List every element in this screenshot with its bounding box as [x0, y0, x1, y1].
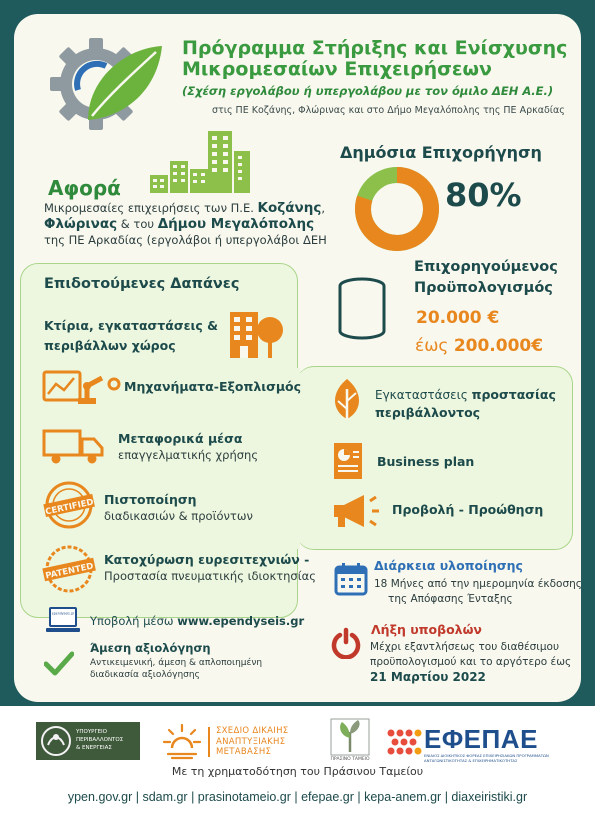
checkmark-icon [44, 650, 74, 676]
patent-stamp-label: PATENTED [44, 561, 95, 582]
expense-patents [104, 551, 316, 585]
expense-environment-pre: Εγκαταστάσεις [375, 388, 472, 402]
robot-arm-chart-icon [42, 370, 122, 406]
expense-buildings-line-1: Κτίρια, εγκαταστάσεις & [44, 318, 219, 333]
laptop-icon [46, 606, 80, 634]
expense-patents-line-1: Κατοχύρωση ευρεσιτεχνιών - [104, 552, 310, 567]
business-plan-document-icon [330, 441, 366, 481]
expense-transport-line-2: επαγγελματικής χρήσης [118, 448, 259, 462]
expenses-heading: Επιδοτούμενες Δαπάνες [44, 276, 240, 292]
region-text: στις ΠΕ Κοζάνης, Φλώρινας και στο Δήμο Μεγαλόπολης της ΠΕ Αρκαδίας [212, 105, 565, 116]
megaphone-icon [330, 491, 380, 531]
efepae-subtext [424, 753, 549, 763]
page-title [182, 38, 567, 80]
sdam-divider [208, 727, 210, 757]
ministry-line-1: ΥΠΟΥΡΓΕΙΟ [76, 729, 107, 735]
expense-transport-line-1: Μεταφορικά μέσα [118, 431, 243, 446]
deadline-line-1: Μέχρι εξαντλήσεως του διαθέσιμου [370, 641, 560, 653]
building-tree-icon [224, 306, 286, 360]
truck-icon [42, 427, 104, 465]
budget-heading-line-1: Επιχορηγούμενος [414, 259, 558, 275]
expense-item-buildings [44, 316, 218, 356]
afora-text-4: της ΠΕ Αρκαδίας (εργολάβοι ή υπεργολάβοι ΔΕΗ [44, 233, 327, 247]
deadline-date: 21 Μαρτίου 2022 [370, 670, 486, 684]
duration-text [374, 577, 582, 607]
deadline-line-2: προϋπολογισμού και το αργότερο έως [370, 656, 572, 668]
patented-stamp-icon [40, 543, 98, 595]
budget-to-value: 200.000€ [453, 336, 544, 356]
afora-text-2: , [321, 201, 325, 215]
duration-line-2: της Απόφασης Ένταξης [388, 593, 513, 605]
submission-link[interactable]: www.ependyseis.gr [177, 614, 305, 628]
afora-bold-3: Δήμου Μεγαλόπολης [157, 216, 315, 232]
afora-text-3: & του [117, 217, 158, 231]
city-buildings-icon [150, 131, 250, 193]
green-fund-label: ΠΡΑΣΙΝΟ ΤΑΜΕΙΟ [330, 757, 370, 762]
expense-certification [104, 491, 253, 525]
title-line-1: Πρόγραμμα Στήριξης και Ενίσχυσης [182, 37, 568, 59]
expense-certification-line-2: διαδικασιών & προϊόντων [104, 509, 253, 523]
duration-line-1: 18 Μήνες από την ημερομηνία έκδοσης [374, 578, 582, 590]
budget-heading-line-2: Προϋπολογισμός [414, 280, 553, 296]
grant-percent: 80% [445, 176, 522, 214]
certified-stamp-icon [40, 480, 98, 530]
budget-to [415, 336, 543, 356]
efepae-dots-icon [386, 728, 422, 756]
expense-environment-line-2: περιβάλλοντος [375, 405, 481, 420]
ministry-line-2: ΠΕΡΙΒΑΛΛΟΝΤΟΣ [76, 737, 124, 743]
budget-heading [414, 257, 558, 299]
expense-machinery: Μηχανήματα-Εξοπλισμός [124, 379, 302, 394]
grant-heading: Δημόσια Επιχορήγηση [340, 143, 542, 162]
evaluation-text [90, 657, 262, 681]
afora-bold-2: Φλώρινας [44, 216, 118, 232]
efepae-sub-2: ΑΝΤΑΓΩΝΙΣΤΙΚΟΤΗΤΑΣ & ΕΠΙΧΕΙΡΗΜΑΤΙΚΟΤΗΤΑΣ [424, 758, 518, 763]
expense-transport [118, 430, 258, 464]
evaluation-heading: Άμεση αξιολόγηση [90, 641, 211, 655]
sdam-line-1: ΣΧΕΔΙΟ ΔΙΚΑΙΗΣ [216, 726, 289, 736]
power-icon [330, 627, 362, 659]
funding-note: Με τη χρηματοδότηση του Πράσινου Ταμείου [171, 765, 424, 778]
efepae-sub-1: ΕΝΙΑΙΟΣ ΔΙΟΙΚΗΤΙΚΟΣ ΦΟΡΕΑΣ ΕΠΙΧΕΙΡΗΣΙΑΚΩΝ ΠΡΟΓΡΑΜΜΑΤΩΝ [424, 753, 549, 758]
ministry-line-3: & ΕΝΕΡΓΕΙΑΣ [76, 745, 112, 751]
evaluation-line-1: Αντικειμενική, άμεση & απλοποιημένη [90, 658, 263, 668]
efepae-logo-text: ΕΦΕΠΑΕ [424, 724, 538, 754]
ministry-logo [36, 722, 140, 760]
sdam-line-2: ΑΝΑΠΤΥΞΙΑΚΗΣ [216, 736, 286, 747]
duration-heading: Διάρκεια υλοποίησης [374, 558, 523, 573]
submission-text [90, 614, 304, 628]
expense-business-plan: Business plan [377, 454, 475, 469]
title-line-2: Μικρομεσαίων Επιχειρήσεων [182, 58, 492, 80]
afora-text-1: Μικρομεσαίες επιχειρήσεις των Π.Ε. [44, 201, 258, 215]
green-fund-logo-icon [330, 718, 370, 756]
afora-heading: Αφορά [48, 176, 121, 200]
expense-patents-line-2: Προστασία πνευματικής ιδιοκτησίας [104, 569, 316, 583]
deadline-heading: Λήξη υποβολών [371, 622, 482, 637]
evaluation-line-2: διαδικασία αξιολόγησης [90, 670, 200, 680]
expense-promotion: Προβολή - Προώθηση [392, 502, 544, 517]
grant-donut-chart [353, 165, 441, 253]
sdam-sun-logo-icon [160, 722, 204, 762]
expense-certification-line-1: Πιστοποίηση [104, 492, 197, 507]
gear-leaf-logo-icon [48, 28, 166, 136]
laptop-screen-text: ependyseis.gr [51, 611, 75, 616]
budget-to-prefix: έως [415, 336, 454, 356]
afora-bold-1: Κοζάνης [257, 200, 322, 216]
footer-links[interactable]: ypen.gov.gr | sdam.gr | prasinotameio.gr | efepae.gr | kepa-anem.gr | diaxeiristiki.gr [67, 790, 528, 804]
afora-description [44, 200, 334, 248]
calendar-icon [334, 562, 368, 596]
leaf-icon [328, 377, 366, 421]
expense-environment [375, 386, 556, 421]
budget-from: 20.000 € [416, 308, 500, 328]
ministry-emblem-icon [40, 725, 72, 757]
expense-buildings-line-2: περιβάλλων χώρος [44, 338, 176, 353]
submission-pre: Υποβολή μέσω [90, 614, 178, 628]
coin-stacks-icon [332, 268, 406, 344]
sdam-logo-text [216, 726, 288, 758]
sdam-line-3: ΜΕΤΑΒΑΣΗΣ [216, 747, 272, 757]
deadline-text [370, 640, 571, 685]
expense-environment-bold: προστασίας [471, 387, 556, 402]
stamp-label: CERTIFIED [44, 497, 95, 518]
page-subtitle: (Σχέση εργολάβου ή υπεργολάβου με τον όμιλο ΔΕΗ Α.Ε.) [182, 84, 554, 98]
